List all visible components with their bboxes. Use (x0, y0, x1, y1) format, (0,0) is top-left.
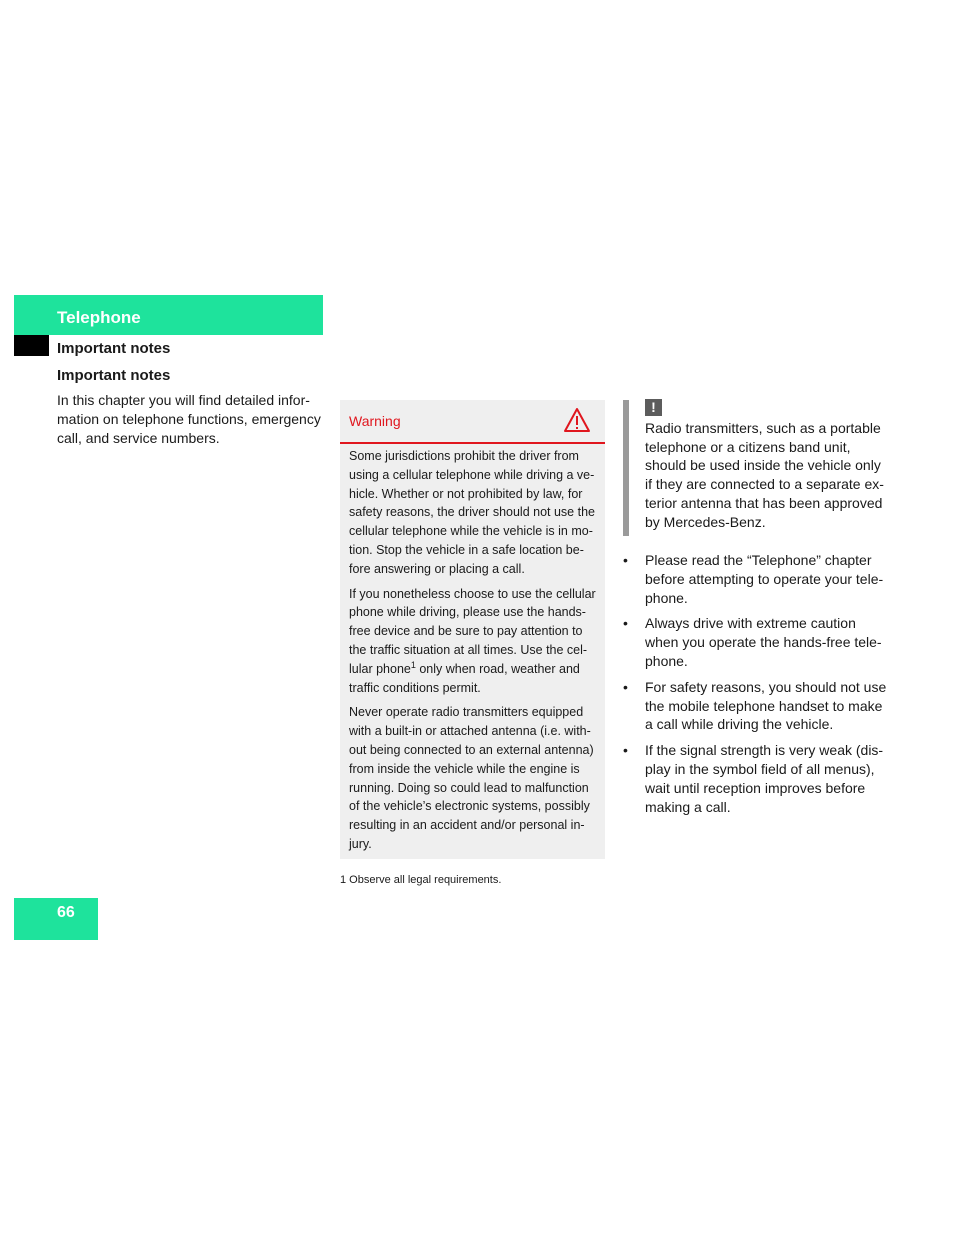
bullet-text: If the signal strength is very weak (dis-play in the symbol field of all menus), wait until reception improves before making a call. (645, 742, 884, 815)
warning-paragraph-2 (349, 585, 599, 698)
footnote-marker: 1 (410, 659, 416, 670)
bullet-text: For safety reasons, you should not use the mobile telephone handset to make a call while driving the vehicle. (645, 678, 887, 733)
bullet-text: Please read the “Telephone” chapter before attempting to operate your tele-phone. (645, 552, 884, 606)
page-heading: Important notes (57, 367, 171, 384)
footnote: 1 Observe all legal requirements. (340, 874, 502, 886)
bullet-dot: • (623, 742, 628, 759)
list-item (623, 678, 891, 734)
warning-triangle-icon (563, 407, 591, 433)
page-number: 66 (57, 904, 75, 921)
warning-paragraph-3: Never operate radio transmitters equipped with a built-in or attached antenna (i.e. with-out being connected to an external antenna) from inside the vehicle while the engine is running. Doing so could lead to malfunction of the vehicle’s electronic systems, possibly resulting in an accident and/or personal in-jury. (349, 705, 594, 851)
bullet-text: Always drive with extreme caution when you operate the hands-free tele-phone. (645, 615, 882, 669)
subsection-marker (14, 335, 49, 356)
bullet-dot: • (623, 678, 628, 695)
warning-header (340, 400, 605, 444)
warning-body (349, 447, 599, 860)
subsection-title: Important notes (57, 340, 171, 357)
warning-box (340, 400, 605, 859)
bullet-list (623, 551, 891, 823)
bullet-dot: • (623, 615, 628, 632)
list-item (623, 614, 891, 670)
bullet-dot: • (623, 552, 628, 568)
exclamation-icon: ! (645, 399, 662, 416)
note-text: Radio transmitters, such as a portable telephone or a citizens band unit, should be used inside the vehicle only if they are connected to a separate ex-terior antenna that has been approved by Mercedes-Benz. (645, 420, 884, 530)
warning-paragraph-1: Some jurisdictions prohibit the driver from using a cellular telephone while driving a ve-hicle. Whether or not prohibited by law, for safety reasons, the driver should not use the cellular telephone while the vehicle is in mo-tion. Stop the vehicle in a safe location be-fore answering or placing a call. (349, 449, 595, 576)
page-number-box (14, 898, 98, 940)
intro-paragraph: In this chapter you will find detailed infor-mation on telephone functions, emergency call, and service numbers. (57, 392, 321, 446)
section-title: Telephone (57, 308, 141, 327)
list-item (623, 551, 891, 607)
warning-paragraph-2-end: only when road, weather and traffic conditions permit. (349, 661, 580, 695)
note-rule (623, 400, 629, 536)
list-item (623, 741, 891, 816)
warning-label: Warning (349, 413, 401, 429)
warning-paragraph-2-start: If you nonetheless choose to use the cellular phone while driving, please use the hands-free device and be sure to pay attention to the traffic situation at all times. Use the cel-lular phone (349, 586, 596, 676)
